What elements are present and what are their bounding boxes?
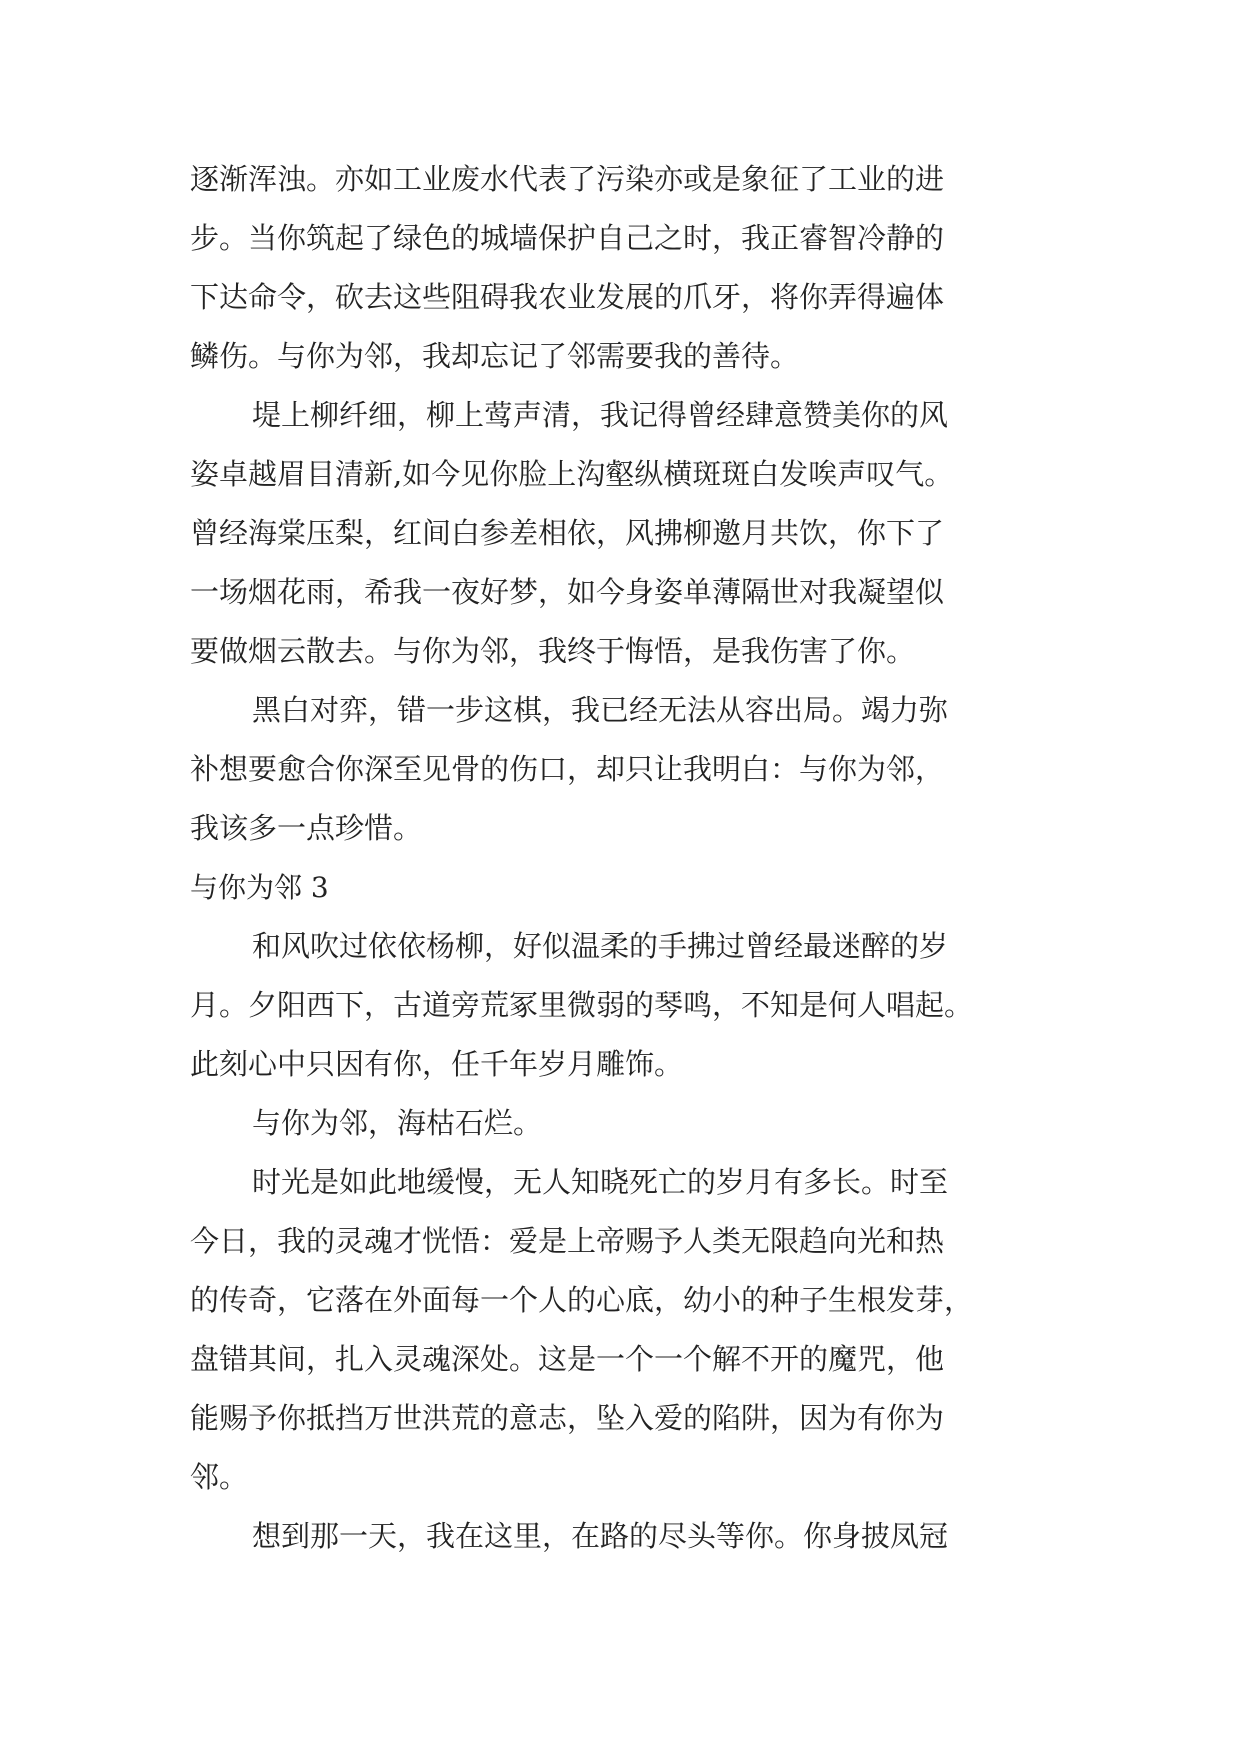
paragraph-line: 补想要愈合你深至见骨的伤口，却只让我明白：与你为邻， bbox=[190, 752, 945, 786]
paragraph-line: 下达命令，砍去这些阻碍我农业发展的爪牙，将你弄得遍体 bbox=[190, 280, 945, 314]
paragraph-line: 今日，我的灵魂才恍悟：爱是上帝赐予人类无限趋向光和热 bbox=[190, 1224, 945, 1258]
paragraph-line: 能赐予你抵挡万世洪荒的意志，坠入爱的陷阱，因为有你为 bbox=[190, 1401, 945, 1435]
paragraph-line: 月。夕阳西下，古道旁荒冢里微弱的琴鸣，不知是何人唱起。 bbox=[190, 988, 974, 1022]
document-body bbox=[190, 150, 1060, 1566]
paragraph-line: 邻。 bbox=[190, 1460, 249, 1494]
paragraph-line: 一场烟花雨，希我一夜好梦，如今身姿单薄隔世对我凝望似 bbox=[190, 575, 945, 609]
paragraph-line: 的传奇，它落在外面每一个人的心底，幼小的种子生根发芽， bbox=[190, 1283, 974, 1317]
paragraph-line: 步。当你筑起了绿色的城墙保护自己之时，我正睿智冷静的 bbox=[190, 221, 945, 255]
paragraph-line: 姿卓越眉目清新,如今见你脸上沟壑纵横斑斑白发唉声叹气。 bbox=[190, 457, 954, 491]
paragraph-line: 曾经海棠压梨，红间白参差相依，风拂柳邀月共饮，你下了 bbox=[190, 516, 945, 550]
paragraph-line: 要做烟云散去。与你为邻，我终于悔悟，是我伤害了你。 bbox=[190, 634, 916, 668]
paragraph-line: 想到那一天，我在这里，在路的尽头等你。你身披凤冠 bbox=[252, 1519, 949, 1553]
paragraph-line: 与你为邻，海枯石烂。 bbox=[252, 1106, 543, 1140]
paragraph-line: 此刻心中只因有你，任千年岁月雕饰。 bbox=[190, 1047, 684, 1081]
paragraph-line: 时光是如此地缓慢，无人知晓死亡的岁月有多长。时至 bbox=[252, 1165, 949, 1199]
paragraph-line: 和风吹过依依杨柳，好似温柔的手拂过曾经最迷醉的岁 bbox=[252, 929, 949, 963]
paragraph-line: 堤上柳纤细，柳上莺声清，我记得曾经肆意赞美你的风 bbox=[252, 398, 949, 432]
paragraph-line: 鳞伤。与你为邻，我却忘记了邻需要我的善待。 bbox=[190, 339, 800, 373]
paragraph-line: 黑白对弈，错一步这棋，我已经无法从容出局。竭力弥 bbox=[252, 693, 949, 727]
paragraph-line: 盘错其间，扎入灵魂深处。这是一个一个解不开的魔咒，他 bbox=[190, 1342, 945, 1376]
paragraph-line: 我该多一点珍惜。 bbox=[190, 811, 423, 845]
section-heading: 与你为邻 3 bbox=[190, 871, 329, 904]
paragraph-line: 逐渐浑浊。亦如工业废水代表了污染亦或是象征了工业的进 bbox=[190, 162, 945, 196]
